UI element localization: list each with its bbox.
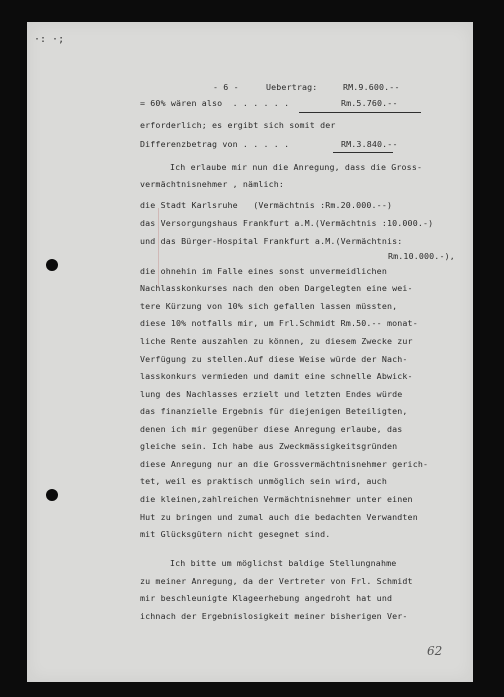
text-line: Rm.10.000.-), (388, 251, 455, 261)
text-line: das Versorgungshaus Frankfurt a.M.(Vermächtnis :10.000.-) (140, 218, 434, 228)
text-line: vermächtnisnehmer , nämlich: (140, 179, 285, 189)
archive-page-number: 62 (427, 644, 443, 658)
text-line: das finanzielle Ergebnis für diejenigen Beteiligten, (140, 406, 408, 416)
text-line: gleiche sein. Ich habe aus Zweckmässigkeitsgründen (140, 441, 398, 451)
text-line: die kleinen,zahlreichen Vermächtnisnehmer unter einen (140, 494, 413, 504)
text-line: mir beschleunigte Klageerhebung angedroht hat und (140, 593, 393, 603)
carry-amount: RM.9.600.-- (343, 82, 400, 92)
text-line: Hut zu bringen und zumal auch die bedachten Verwandten (140, 512, 418, 522)
calc-line-2: erforderlich; es ergibt sich somit der (140, 120, 336, 130)
carry-label: Uebertrag: (266, 82, 318, 92)
calc-line-3: Differenzbetrag von . . . . . (140, 139, 290, 149)
calc-amount-2: RM.3.840.-- (341, 139, 398, 149)
text-line: mit Glücksgütern nicht gesegnet sind. (140, 529, 331, 539)
text-line: lung des Nachlasses erzielt und letzten Endes würde (140, 389, 403, 399)
text-line: tet, weil es praktisch unmöglich sein wird, auch (140, 476, 387, 486)
text-line: zu meiner Anregung, da der Vertreter von Frl. Schmidt (140, 576, 413, 586)
text-line: lasskonkurs vermieden und damit eine schnelle Abwick- (140, 371, 413, 381)
calc-underline-1 (299, 112, 421, 113)
text-line: Nachlasskonkurses nach den oben Dargelegten eine wei- (140, 283, 413, 293)
calc-underline-2 (333, 152, 393, 153)
calc-amount-1: Rm.5.760.-- (341, 98, 398, 108)
text-line: Ich bitte um möglichst baldige Stellungnahme (170, 558, 397, 568)
text-line: die ohnehin im Falle eines sonst unvermeidlichen (140, 266, 387, 276)
calc-line-1: = 60% wären also . . . . . . (140, 98, 290, 108)
text-line: liche Rente auszahlen zu können, zu diesem Zwecke zur (140, 336, 413, 346)
margin-marks: ·: ·; (34, 34, 65, 45)
text-line: die Stadt Karlsruhe (Vermächtnis :Rm.20.000.--) (140, 200, 393, 210)
page-header-number: - 6 - (213, 82, 239, 92)
text-line: diese Anregung nur an die Grossvermächtnisnehmer gerich- (140, 459, 429, 469)
text-line: Ich erlaube mir nun die Anregung, dass die Gross- (170, 162, 423, 172)
text-line: diese 10% notfalls mir, um Frl.Schmidt Rm.50.-- monat- (140, 318, 418, 328)
document-page (27, 22, 473, 682)
punch-hole-bottom (46, 489, 58, 501)
text-line: Verfügung zu stellen.Auf diese Weise würde der Nach- (140, 354, 408, 364)
punch-hole-top (46, 259, 58, 271)
text-line: und das Bürger-Hospital Frankfurt a.M.(Vermächtnis: (140, 236, 403, 246)
text-line: denen ich mir gegenüber diese Anregung erlaube, das (140, 424, 403, 434)
text-line: ichnach der Ergebnislosigkeit meiner bisherigen Ver- (140, 611, 408, 621)
text-line: tere Kürzung von 10% sich gefallen lassen müssten, (140, 301, 398, 311)
